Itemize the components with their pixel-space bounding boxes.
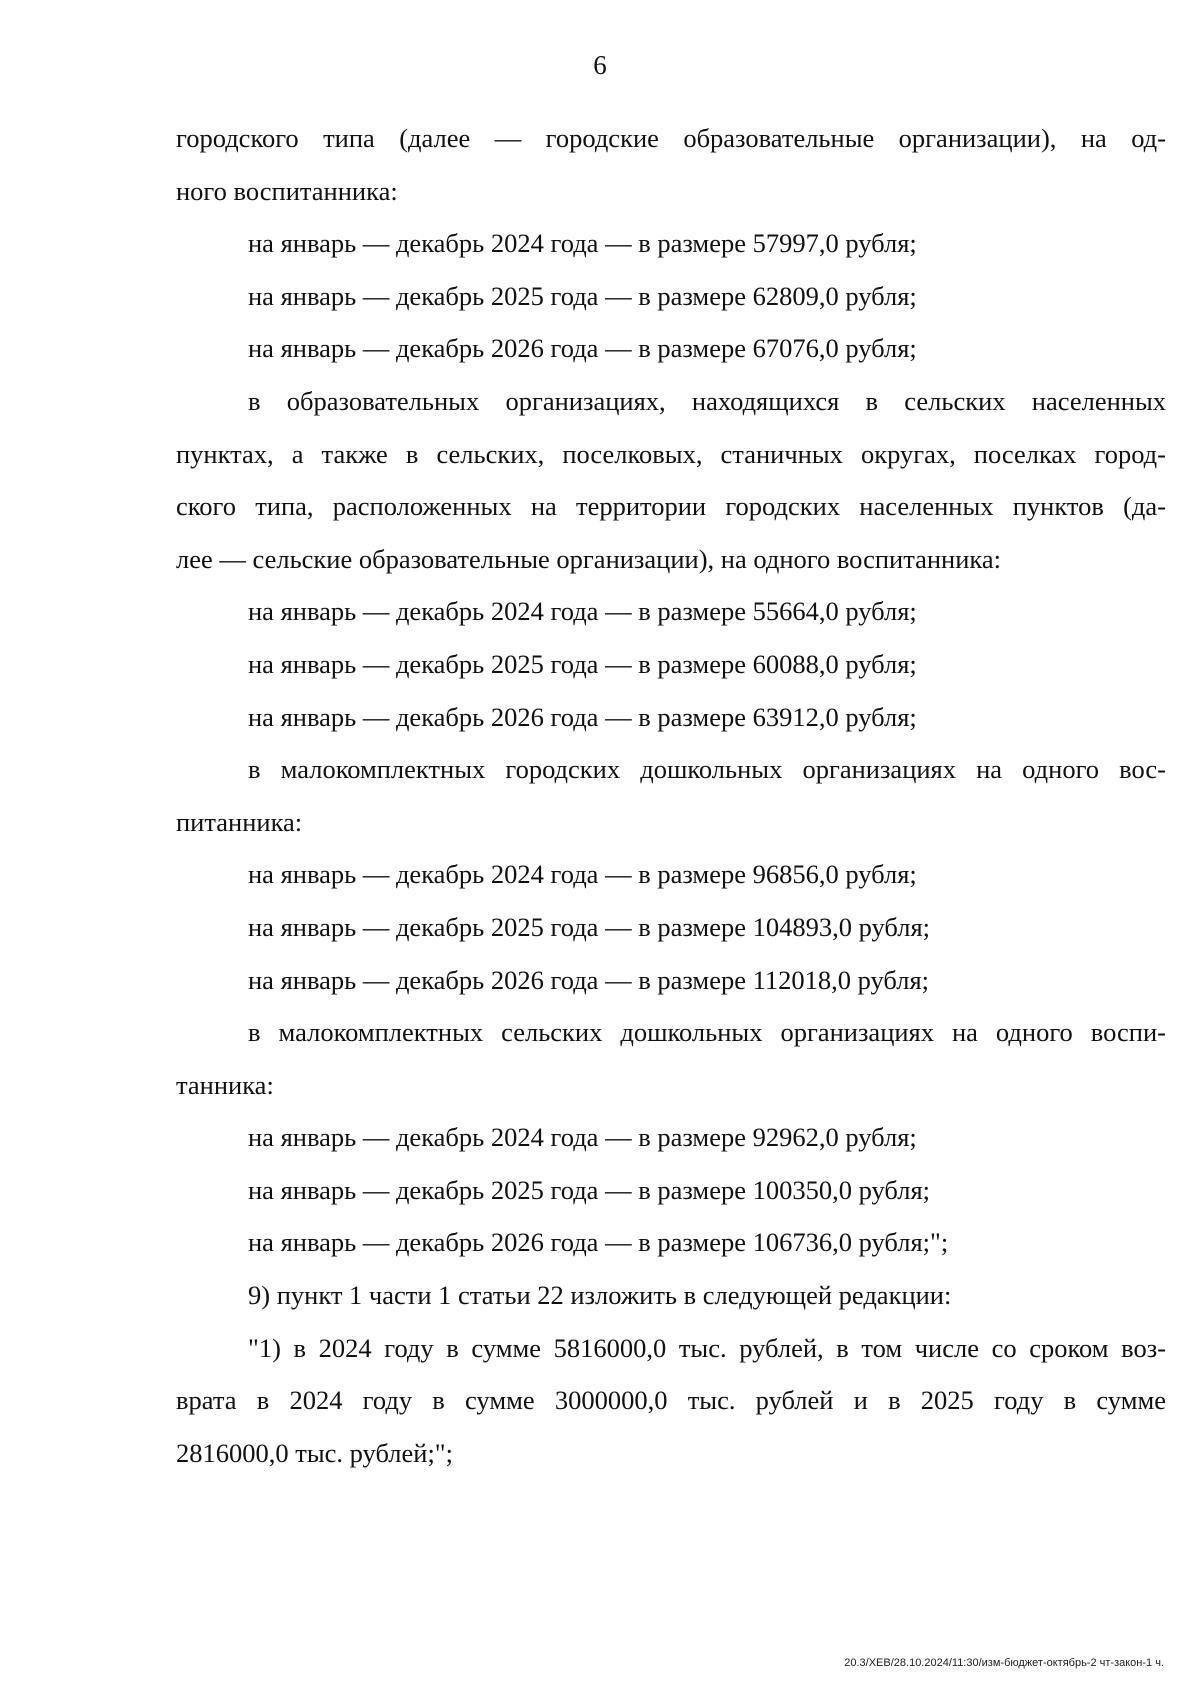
text-line: на январь — декабрь 2024 года — в размере 92962,0 рубля; [248, 1122, 917, 1153]
text-line: на январь — декабрь 2026 года — в размере 67076,0 рубля; [248, 333, 917, 364]
paragraph [176, 375, 1166, 585]
text-line: на январь — декабрь 2026 года — в размере 63912,0 рубля; [248, 701, 917, 732]
paragraph [176, 691, 1166, 744]
text-line: танника: [176, 1069, 274, 1100]
text-line: на январь — декабрь 2026 года — в размере 106736,0 рубля;"; [248, 1227, 949, 1258]
paragraph [176, 1322, 1166, 1480]
paragraph [176, 638, 1166, 691]
text-line: на январь — декабрь 2026 года — в размере 112018,0 рубля; [248, 964, 930, 995]
paragraph [176, 743, 1166, 848]
paragraph [176, 585, 1166, 638]
text-line: в малокомплектных сельских дошкольных организациях на одного воспи- [248, 1017, 1166, 1048]
text-line: на январь — декабрь 2025 года — в размере 104893,0 рубля; [248, 911, 930, 942]
text-line: ского типа, расположенных на территории городских населенных пунктов (да- [176, 491, 1166, 522]
paragraph [176, 112, 1166, 217]
text-line: городского типа (далее — городские образовательные организации), на од- [176, 123, 1166, 153]
text-line: пунктах, а также в сельских, поселковых, станичных округах, поселках город- [176, 438, 1166, 469]
paragraph [176, 954, 1166, 1007]
text-line: ного воспитанника: [176, 175, 398, 206]
paragraph [176, 217, 1166, 270]
paragraph [176, 1164, 1166, 1217]
text-line: в образовательных организациях, находящихся в сельских населенных [248, 385, 1166, 416]
paragraph [176, 322, 1166, 375]
text-line: на январь — декабрь 2024 года — в размере 96856,0 рубля; [248, 859, 917, 890]
text-line: лее — сельские образовательные организации), на одного воспитанника: [176, 543, 1002, 574]
paragraph [176, 1006, 1166, 1111]
text-line: "1) в 2024 году в сумме 5816000,0 тыс. рублей, в том числе со сроком воз- [248, 1332, 1166, 1363]
paragraph [176, 901, 1166, 954]
document-body [176, 112, 1166, 1479]
text-line: на январь — декабрь 2024 года — в размере 57997,0 рубля; [248, 228, 917, 259]
text-line: на январь — декабрь 2025 года — в размере 100350,0 рубля; [248, 1174, 930, 1205]
text-line: врата в 2024 году в сумме 3000000,0 тыс. рублей и в 2025 году в сумме [176, 1385, 1166, 1416]
text-line: питанника: [176, 806, 303, 837]
paragraph [176, 1111, 1166, 1164]
document-footer-reference: 20.3/ХЕВ/28.10.2024/11:30/изм-бюджет-октябрь-2 чт-закон-1 ч. [844, 1657, 1164, 1669]
paragraph [176, 270, 1166, 323]
text-line: на январь — декабрь 2024 года — в размере 55664,0 рубля; [248, 596, 917, 627]
text-line: на январь — декабрь 2025 года — в размере 62809,0 рубля; [248, 280, 917, 311]
paragraph [176, 848, 1166, 901]
text-line: на январь — декабрь 2025 года — в размере 60088,0 рубля; [248, 648, 917, 679]
paragraph [176, 1216, 1166, 1269]
text-line: 2816000,0 тыс. рублей;"; [176, 1437, 453, 1468]
text-line: в малокомплектных городских дошкольных организациях на одного вос- [248, 754, 1166, 785]
text-line: 9) пункт 1 части 1 статьи 22 изложить в следующей редакции: [248, 1280, 952, 1311]
paragraph [176, 1269, 1166, 1322]
page-number: 6 [593, 50, 607, 80]
